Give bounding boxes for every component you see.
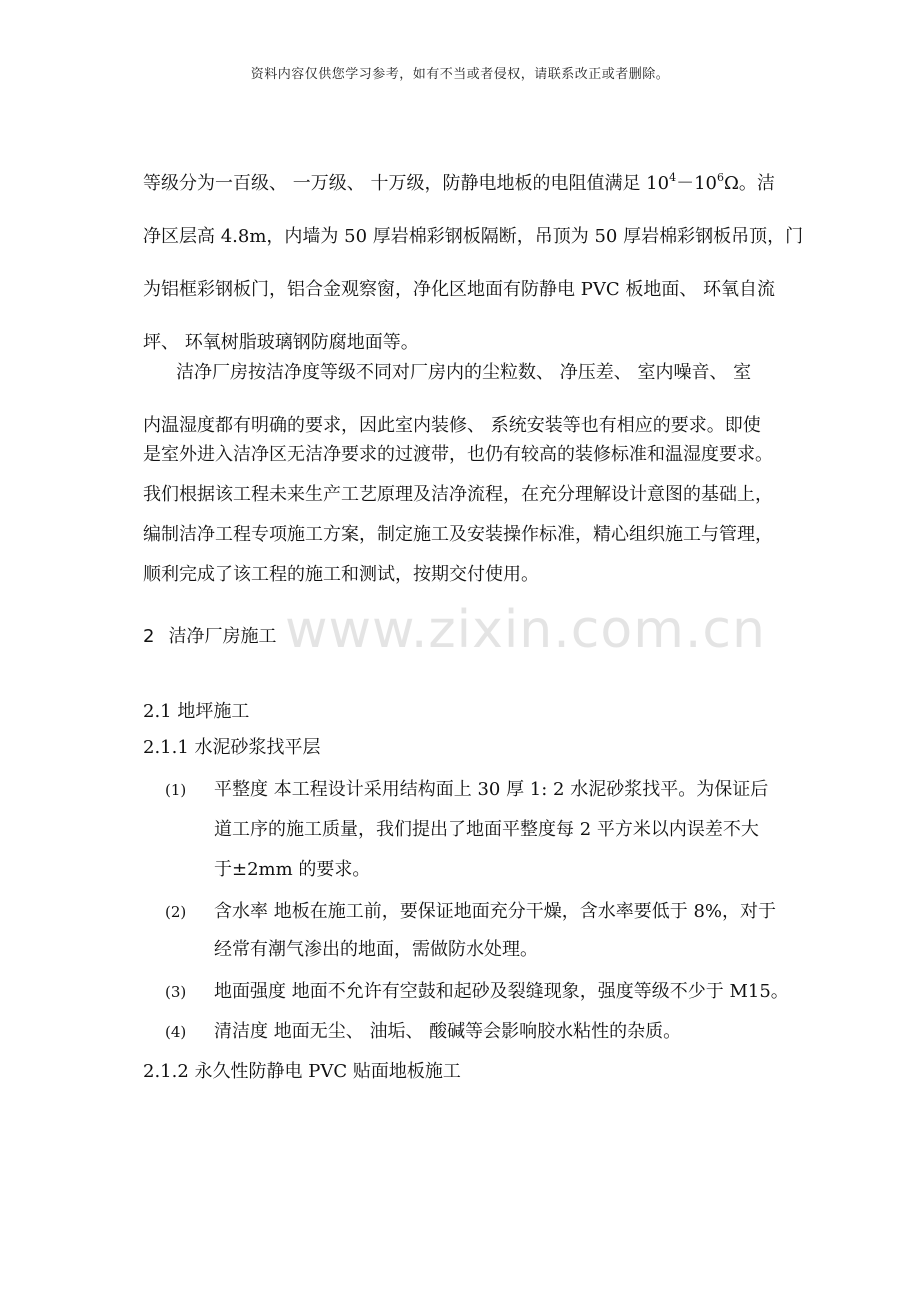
paragraph-1-line-1: 等级分为一百级、 一万级、 十万级，防静电地板的电阻值满足 $10^4-10^6\Omega$。洁 bbox=[143, 171, 775, 194]
section-2-title: 洁净厂房施工 bbox=[168, 626, 277, 647]
list-item-1-line-1: 平整度 本工程设计采用结构面上 30 厚 1: 2 水泥砂浆找平。为保证后 bbox=[214, 779, 769, 800]
list-item-3-number: (3) bbox=[165, 983, 187, 1001]
section-2-1-1-heading: 2.1.1 水泥砂浆找平层 bbox=[143, 737, 321, 758]
list-item-1-line-3: 于±2mm 的要求。 bbox=[214, 859, 371, 880]
paragraph-2-line-6: 顺利完成了该工程的施工和测试，按期交付使用。 bbox=[143, 564, 539, 585]
section-2-1-2-heading: 2.1.2 永久性防静电 PVC 贴面地板施工 bbox=[143, 1061, 461, 1082]
header-disclaimer: 资料内容仅供您学习参考，如有不当或者侵权，请联系改正或者删除。 bbox=[250, 67, 670, 82]
list-item-2-line-2: 经常有潮气渗出的地面，需做防水处理。 bbox=[214, 939, 538, 960]
paragraph-2-line-4: 我们根据该工程未来生产工艺原理及洁净流程，在充分理解设计意图的基础上， bbox=[143, 484, 773, 505]
paragraph-2-line-3: 是室外进入洁净区无洁净要求的过渡带，也仍有较高的装修标准和温湿度要求。 bbox=[143, 444, 773, 465]
paragraph-1-line-3: 为铝框彩钢板门，铝合金观察窗，净化区地面有防静电 PVC 板地面、 环氧自流 bbox=[143, 279, 776, 300]
paragraph-2-line-5: 编制洁净工程专项施工方案，制定施工及安装操作标准，精心组织施工与管理， bbox=[143, 524, 773, 545]
list-item-4-line-1: 清洁度 地面无尘、 油垢、 酸碱等会影响胶水粘性的杂质。 bbox=[214, 1021, 682, 1042]
paragraph-2-line-1: 洁净厂房按洁净度等级不同对厂房内的尘粒数、 净压差、 室内噪音、 室 bbox=[176, 362, 752, 383]
list-item-1-number: (1) bbox=[165, 781, 187, 799]
paragraph-2-line-2: 内温湿度都有明确的要求，因此室内装修、 系统安装等也有相应的要求。即使 bbox=[143, 415, 761, 436]
list-item-4-number: (4) bbox=[165, 1023, 187, 1041]
list-item-3-line-1: 地面强度 地面不允许有空鼓和起砂及裂缝现象，强度等级不少于 M15。 bbox=[214, 981, 789, 1002]
section-2-1-heading: 2.1 地坪施工 bbox=[143, 701, 250, 722]
paragraph-1-line-4: 坪、 环氧树脂玻璃钢防腐地面等。 bbox=[143, 332, 419, 353]
list-item-2-line-1: 含水率 地板在施工前，要保证地面充分干燥，含水率要低于 8%，对于 bbox=[214, 901, 776, 922]
section-2-number: 2 bbox=[143, 626, 155, 647]
list-item-1-line-2: 道工序的施工质量，我们提出了地面平整度每 2 平方米以内误差不大 bbox=[214, 819, 759, 840]
list-item-2-number: (2) bbox=[165, 903, 187, 921]
section-2-heading bbox=[143, 625, 276, 649]
paragraph-1-line-2: 净区层高 4.8m，内墙为 50 厚岩棉彩钢板隔断，吊顶为 50 厚岩棉彩钢板吊顶，门 bbox=[143, 226, 804, 247]
watermark: www.zixin.com.cn bbox=[285, 600, 766, 660]
